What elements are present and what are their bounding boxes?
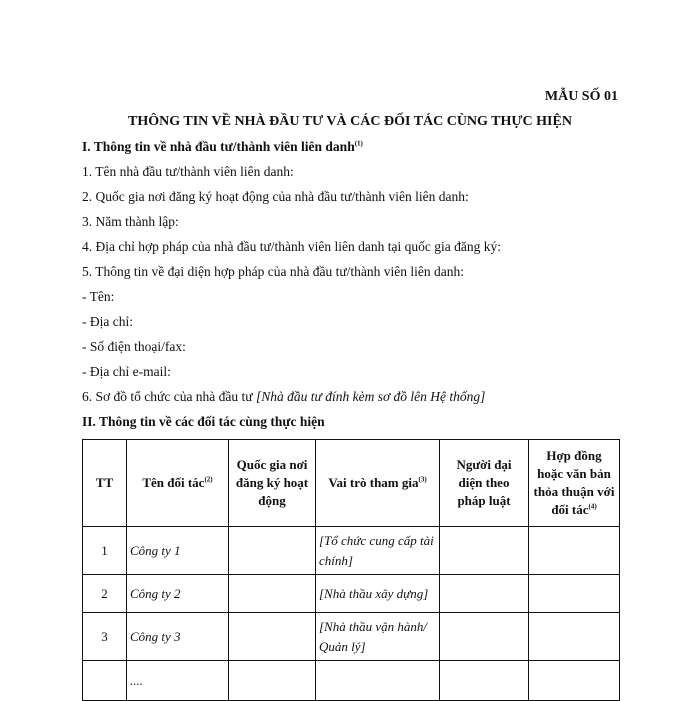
item-rep-address: - Địa chỉ: <box>82 314 133 329</box>
item-registration-country: 2. Quốc gia nơi đăng ký hoạt động của nhà đầu tư/thành viên liên danh: <box>82 189 469 204</box>
legal-rep-cell <box>440 527 529 575</box>
country-cell <box>229 527 316 575</box>
agreement-cell <box>529 661 620 701</box>
agreement-cell <box>529 527 620 575</box>
row-number: 3 <box>83 613 127 661</box>
item-rep-name: - Tên: <box>82 289 115 304</box>
org-chart-hint: [Nhà đầu tư đính kèm sơ đồ lên Hệ thống] <box>255 389 486 404</box>
partners-table <box>82 439 620 701</box>
table-header-row <box>83 440 620 527</box>
table-row <box>83 575 620 613</box>
partner-name-cell: Công ty 3 <box>127 613 229 661</box>
col-header-agreement: Hợp đồng hoặc văn bản thỏa thuận với đối tác$^{(4)}$ <box>529 440 620 527</box>
table-row <box>83 527 620 575</box>
section-2-heading: II. Thông tin về các đối tác cùng thực hiện <box>82 414 325 429</box>
section-info <box>82 139 622 439</box>
legal-rep-cell <box>440 613 529 661</box>
country-cell <box>229 661 316 701</box>
partner-name-cell: .... <box>127 661 229 701</box>
partner-name-cell: Công ty 1 <box>127 527 229 575</box>
item-founding-year: 3. Năm thành lập: <box>82 214 179 229</box>
col-header-role: Vai trò tham gia$^{(3)}$ <box>316 440 440 527</box>
table-row <box>83 613 620 661</box>
row-number: 2 <box>83 575 127 613</box>
legal-rep-cell <box>440 575 529 613</box>
document-title: THÔNG TIN VỀ NHÀ ĐẦU TƯ VÀ CÁC ĐỐI TÁC CÙNG THỰC HIỆN <box>128 114 572 129</box>
section-1-heading: I. Thông tin về nhà đầu tư/thành viên liên danh$^{(1)}$ <box>82 139 363 154</box>
country-cell <box>229 575 316 613</box>
role-cell <box>316 661 440 701</box>
role-cell: [Tổ chức cung cấp tài chính] <box>316 527 440 575</box>
country-cell <box>229 613 316 661</box>
row-number: 1 <box>83 527 127 575</box>
item-rep-phone-fax: - Số điện thoại/fax: <box>82 339 186 354</box>
form-number: MẪU SỐ 01 <box>544 89 618 104</box>
col-header-partner-name: Tên đối tác$^{(2)}$ <box>127 440 229 527</box>
footnote-ref-2: (2) <box>204 475 213 484</box>
footnote-ref-1: (1) <box>354 139 363 148</box>
footnote-ref-4: (4) <box>588 502 597 511</box>
role-cell: [Nhà thầu xây dựng] <box>316 575 440 613</box>
legal-rep-cell <box>440 661 529 701</box>
col-header-legal-rep: Người đại diện theo pháp luật <box>440 440 529 527</box>
partner-name-cell: Công ty 2 <box>127 575 229 613</box>
table-row <box>83 661 620 701</box>
item-org-chart: 6. Sơ đồ tổ chức của nhà đầu tư [Nhà đầu tư đính kèm sơ đồ lên Hệ thống] <box>82 389 486 404</box>
role-cell: [Nhà thầu vận hành/ Quản lý] <box>316 613 440 661</box>
col-header-tt: TT <box>83 440 127 527</box>
item-rep-email: - Địa chỉ e-mail: <box>82 364 171 379</box>
agreement-cell <box>529 613 620 661</box>
item-legal-representative: 5. Thông tin về đại diện hợp pháp của nhà đầu tư/thành viên liên danh: <box>82 264 464 279</box>
agreement-cell <box>529 575 620 613</box>
item-legal-address: 4. Địa chỉ hợp pháp của nhà đầu tư/thành viên liên danh tại quốc gia đăng ký: <box>82 239 501 254</box>
item-investor-name: 1. Tên nhà đầu tư/thành viên liên danh: <box>82 164 294 179</box>
footnote-ref-3: (3) <box>418 475 427 484</box>
col-header-country: Quốc gia nơi đăng ký hoạt động <box>229 440 316 527</box>
row-number <box>83 661 127 701</box>
